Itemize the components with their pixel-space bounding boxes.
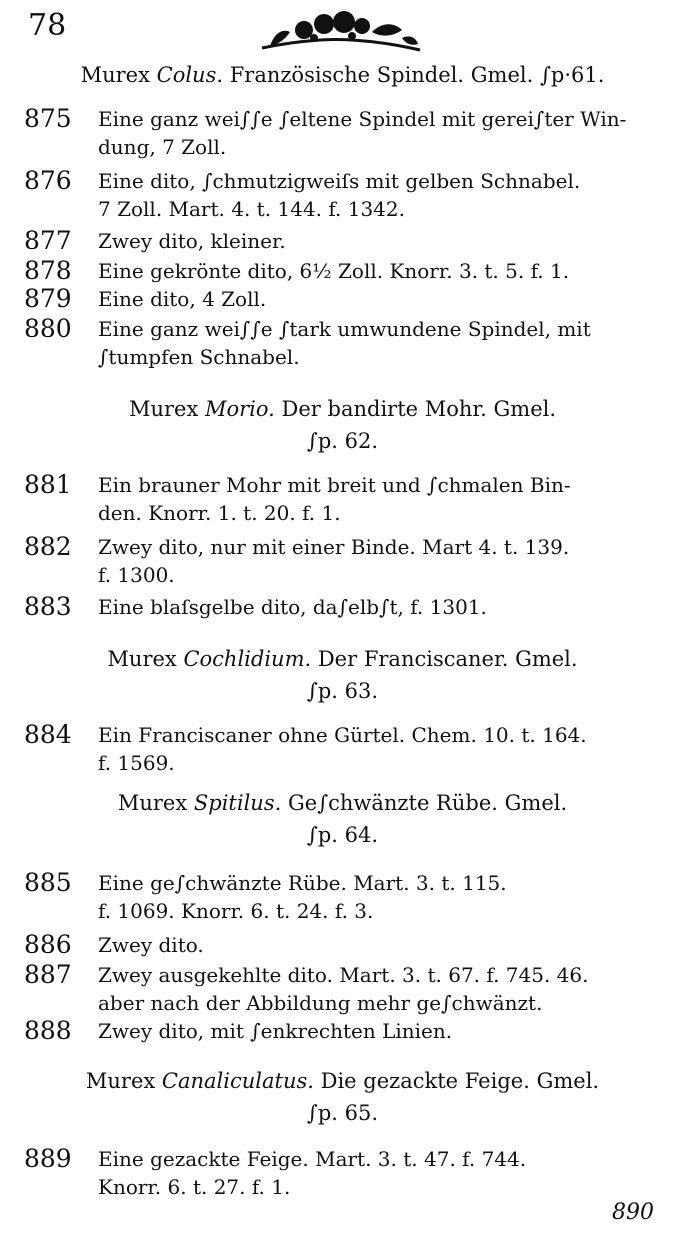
- entry-text: Knorr. 6. t. 27. f. 1.: [98, 1175, 291, 1199]
- section-common-name: Französische Spindel.: [229, 63, 465, 87]
- section-species-number: ∫p. 62.: [306, 429, 379, 453]
- entry-text: f. 1300.: [98, 563, 175, 587]
- entry-number: 882: [24, 532, 72, 561]
- section-species: Spitilus.: [193, 791, 282, 815]
- entry-number: 880: [24, 314, 72, 343]
- section-species: Colus.: [156, 63, 224, 87]
- section-species: Morio.: [204, 397, 275, 421]
- section-reference: Gmel.: [504, 791, 568, 815]
- section-common-name: Der Franciscaner.: [317, 647, 509, 671]
- catchword: 890: [612, 1200, 654, 1225]
- entry-text: f. 1569.: [98, 751, 175, 775]
- section-common-name: Die gezackte Feige.: [320, 1069, 530, 1093]
- page-number: 78: [28, 8, 67, 43]
- section-genus: Murex: [128, 397, 199, 421]
- section-genus: Murex: [117, 791, 188, 815]
- section-species: Canaliculatus.: [161, 1069, 314, 1093]
- entry-text: aber nach der Abbildung mehr ge∫chwänzt.: [98, 991, 543, 1015]
- entry-number: 889: [24, 1144, 72, 1173]
- entry-text: Eine dito, 4 Zoll.: [98, 287, 267, 311]
- entry-text: Eine gezackte Feige. Mart. 3. t. 47. f. 744.: [98, 1147, 527, 1171]
- entry-text: Eine dito, ∫chmutzigweiſs mit gelben Schnabel.: [98, 169, 581, 193]
- entry-number: 884: [24, 720, 72, 749]
- section-reference: Gmel. ∫p·61.: [470, 63, 605, 87]
- entry-number: 879: [24, 284, 72, 313]
- entry-number: 886: [24, 930, 72, 959]
- section-heading-canaliculatus: [0, 1064, 685, 1098]
- section-species: Cochlidium.: [183, 647, 312, 671]
- entry-text: f. 1069. Knorr. 6. t. 24. f. 3.: [98, 899, 374, 923]
- section-reference: Gmel.: [515, 647, 578, 671]
- entry-text: Eine gekrönte dito, 6½ Zoll. Knorr. 3. t. 5. f. 1.: [98, 259, 570, 283]
- entry-number: 877: [24, 226, 72, 255]
- section-species-number: ∫p. 64.: [306, 823, 379, 847]
- entry-text: Ein Franciscaner ohne Gürtel. Chem. 10. t. 164.: [98, 723, 587, 747]
- section-genus: Murex: [85, 1069, 156, 1093]
- entry-number: 888: [24, 1016, 72, 1045]
- section-reference: Gmel.: [536, 1069, 600, 1093]
- entry-text: Zwey ausgekehlte dito. Mart. 3. t. 67. f. 745. 46.: [98, 963, 589, 987]
- section-species-number: ∫p. 65.: [306, 1101, 379, 1125]
- section-heading-colus: [0, 58, 685, 92]
- entry-text: ∫tumpfen Schnabel.: [98, 345, 300, 369]
- entry-text: den. Knorr. 1. t. 20. f. 1.: [98, 501, 341, 525]
- entry-text: dung, 7 Zoll.: [98, 135, 227, 159]
- entry-number: 887: [24, 960, 72, 989]
- entry-number: 876: [24, 166, 72, 195]
- entry-number: 881: [24, 470, 72, 499]
- floral-ornament-icon: [252, 8, 428, 56]
- entry-number: 883: [24, 592, 72, 621]
- entry-text: Eine blaſsgelbe dito, da∫elb∫t, f. 1301.: [98, 595, 487, 619]
- entry-number: 885: [24, 868, 72, 897]
- section-heading-morio: [0, 392, 685, 426]
- entry-text: Zwey dito.: [98, 933, 204, 957]
- entry-text: Zwey dito, kleiner.: [98, 229, 286, 253]
- entry-text: 7 Zoll. Mart. 4. t. 144. f. 1342.: [98, 197, 405, 221]
- entry-number: 878: [24, 256, 72, 285]
- section-genus: Murex: [80, 63, 150, 87]
- entry-number: 875: [24, 104, 72, 133]
- entry-text: Eine ge∫chwänzte Rübe. Mart. 3. t. 115.: [98, 871, 507, 895]
- entry-text: Ein brauner Mohr mit breit und ∫chmalen Bin-: [98, 473, 571, 497]
- entry-text: Eine ganz wei∫∫e ∫eltene Spindel mit gerei∫ter Win-: [98, 107, 627, 131]
- entry-text: Eine ganz wei∫∫e ∫tark umwundene Spindel, mit: [98, 317, 591, 341]
- section-reference: Gmel.: [493, 397, 557, 421]
- section-species-number: ∫p. 63.: [306, 679, 379, 703]
- section-common-name: Der bandirte Mohr.: [281, 397, 487, 421]
- section-heading-spitilus: [0, 786, 685, 820]
- entry-text: Zwey dito, mit ∫enkrechten Linien.: [98, 1019, 453, 1043]
- section-common-name: Ge∫chwänzte Rübe.: [287, 791, 498, 815]
- section-heading-cochlidium: [0, 642, 685, 676]
- section-genus: Murex: [107, 647, 177, 671]
- entry-text: Zwey dito, nur mit einer Binde. Mart 4. t. 139.: [98, 535, 570, 559]
